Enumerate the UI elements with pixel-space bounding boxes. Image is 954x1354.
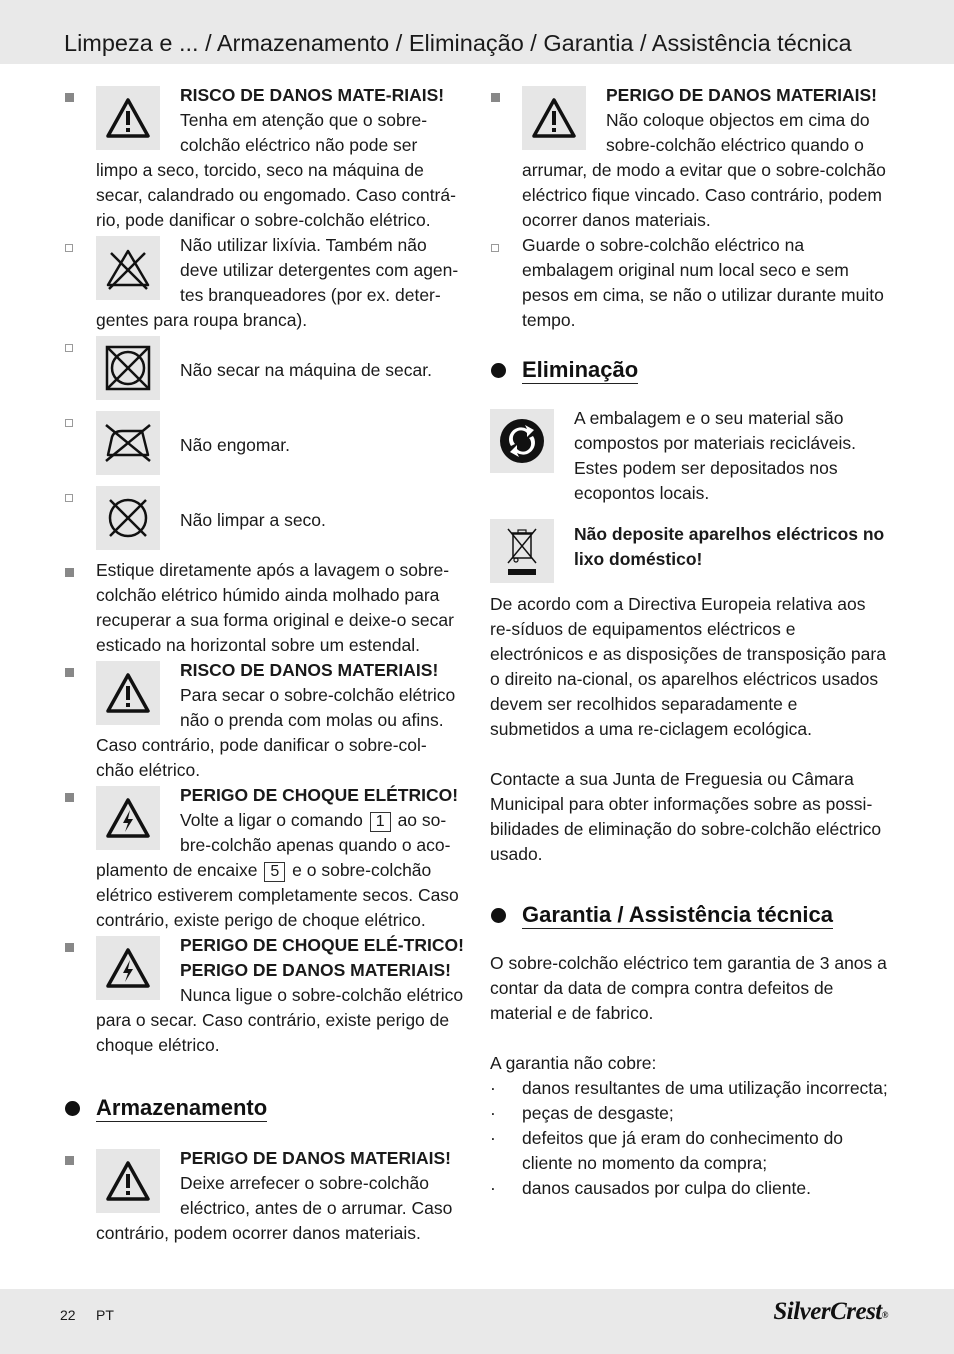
warning-icon: [96, 86, 160, 150]
warning-icon: [96, 1149, 160, 1213]
bullet: [491, 244, 499, 252]
left-column: [64, 83, 464, 1246]
item-text: Guarde o sobre-colchão eléctrico na embalagem original num local seco e sem pesos em cima, se não o utilizar durante muito tempo.: [522, 235, 884, 330]
electric-shock-icon: [96, 936, 160, 1000]
weee-warning: Não deposite aparelhos eléctricos no lixo doméstico!: [574, 524, 885, 569]
item-text: e o sobre-colchão elétrico estiverem completamente secos. Caso contrário, existe perigo de choque elétrico.: [96, 860, 459, 930]
item-text: Não engomar.: [180, 435, 290, 455]
list-item: [64, 658, 464, 783]
list-item: [64, 83, 464, 233]
section-title-warranty: Garantia / Assistência técnica: [490, 901, 890, 929]
warranty-paragraph: O sobre-colchão eléctrico tem garantia de 3 anos a contar da data de compra contra defeitos de material e de fabrico.: [490, 953, 887, 1023]
list-item: · defeitos que já eram do conhecimento do cliente no momento da compra;: [490, 1126, 890, 1176]
item-text: ao so-bre-colchão apenas quando o aco-plamento de encaixe: [96, 810, 451, 880]
no-bleach-icon: [96, 236, 160, 300]
no-tumble-dry-icon: [96, 336, 160, 400]
list-item: [64, 333, 464, 408]
bullet: [65, 793, 74, 802]
disposal-paragraph: Contacte a sua Junta de Freguesia ou Câmara Municipal para obter informações sobre as possi-bilidades de eliminação do sobre-colchão eléctrico usado.: [490, 769, 882, 864]
bullet: [65, 668, 74, 677]
list-item: [64, 408, 464, 483]
bullet: [65, 494, 73, 502]
section-title-disposal: Eliminação: [490, 356, 890, 384]
item-text: Não coloque objectos em cima do sobre-colchão eléctrico quando o arrumar, de modo a evitar que o sobre-colchão eléctrico fique vincado. Caso contrário, podem ocorrer danos materiais.: [522, 110, 886, 230]
warning-heading: PERIGO DE DANOS MATERIAIS!: [180, 1148, 451, 1168]
warning-heading: RISCO DE DANOS MATE-RIAIS!: [180, 85, 445, 105]
bullet: [65, 568, 74, 577]
item-text: Para secar o sobre-colchão elétrico não o prenda com molas ou afins. Caso contrário, pode danificar o sobre-col-chão elétrico.: [96, 685, 456, 780]
list-item: [490, 83, 890, 233]
warning-icon: [96, 661, 160, 725]
item-text: Nunca ligue o sobre-colchão elétrico para o secar. Caso contrário, existe perigo de choque elétrico.: [96, 985, 464, 1055]
page-header: [0, 0, 954, 64]
list-item: · danos causados por culpa do cliente.: [490, 1176, 890, 1201]
disposal-paragraph: De acordo com a Directiva Europeia relativa aos re-síduos de equipamentos eléctricos e electrónicos e as disposições de transposição para o direito na-cional, os aparelhos eléctricos usados devem ser recolhidos separadamente e submetidos a uma re-ciclagem ecológica.: [490, 594, 886, 739]
list-item: [64, 933, 464, 1058]
list-item: [64, 783, 464, 933]
item-text: Volte a ligar o comando: [180, 810, 363, 830]
item-text: Não utilizar lixívia. Também não deve utilizar detergentes com agen-tes branqueadores (por ex. deter-gentes para roupa branca).: [96, 235, 459, 330]
list-item: [64, 483, 464, 558]
list-item: [64, 233, 464, 333]
list-item: [490, 233, 890, 330]
weee-note: [490, 516, 890, 592]
part-number: 5: [264, 862, 285, 882]
section-bullet: [65, 1101, 80, 1116]
item-text: Deixe arrefecer o sobre-colchão eléctrico, antes de o arrumar. Caso contrário, podem ocorrer danos materiais.: [96, 1173, 453, 1243]
section-bullet: [491, 908, 506, 923]
language-code: PT: [96, 1307, 114, 1323]
bullet: [65, 244, 73, 252]
list-item: · peças de desgaste;: [490, 1101, 890, 1126]
packaging-note: [490, 406, 890, 516]
recycling-green-dot-icon: [490, 409, 554, 473]
no-dry-clean-icon: [96, 486, 160, 550]
warning-heading: PERIGO DE CHOQUE ELÉTRICO!: [180, 785, 459, 805]
list-item: · danos resultantes de uma utilização incorrecta;: [490, 1076, 890, 1101]
section-title-storage: Armazenamento: [64, 1094, 464, 1122]
item-text: Tenha em atenção que o sobre-colchão eléctrico não pode ser limpo a seco, torcido, seco na máquina de secar, calandrado ou engomado. Caso contrá-rio, pode danificar o sobre-colchão elétrico.: [96, 110, 456, 230]
bullet: [65, 419, 73, 427]
bullet: [491, 93, 500, 102]
part-number: 1: [370, 812, 391, 832]
bullet: [65, 1156, 74, 1165]
page-footer: [0, 1289, 954, 1354]
bullet: [65, 93, 74, 102]
right-column: [490, 83, 890, 1201]
warning-icon: [522, 86, 586, 150]
no-iron-icon: [96, 411, 160, 475]
page-number: 22: [60, 1307, 76, 1323]
list-item: [64, 558, 464, 658]
warranty-intro: A garantia não cobre:: [490, 1053, 657, 1073]
item-text: Não secar na máquina de secar.: [180, 360, 432, 380]
section-bullet: [491, 363, 506, 378]
list-item: [64, 1146, 464, 1246]
warning-heading: RISCO DE DANOS MATERIAIS!: [180, 660, 439, 680]
bullet: [65, 344, 73, 352]
electric-shock-icon: [96, 786, 160, 850]
item-text: Não limpar a seco.: [180, 510, 326, 530]
brand-logo: SilverCrest®: [773, 1298, 888, 1325]
item-text: A embalagem e o seu material são compostos por materiais recicláveis. Estes podem ser depositados nos ecopontos locais.: [574, 408, 857, 503]
warning-heading: PERIGO DE CHOQUE ELÉ-TRICO! PERIGO DE DANOS MATERIAIS!: [180, 935, 464, 980]
warranty-exclusions-list: [490, 1076, 890, 1201]
item-text: Estique diretamente após a lavagem o sobre-colchão elétrico húmido ainda molhado para recuperar a sua forma original e deixe-o secar esticado na horizontal sobre um estendal.: [96, 560, 454, 655]
bullet: [65, 943, 74, 952]
crossed-bin-icon: [490, 519, 554, 583]
page-title: Limpeza e ... / Armazenamento / Eliminação / Garantia / Assistência técnica: [64, 30, 852, 56]
warning-heading: PERIGO DE DANOS MATERIAIS!: [606, 85, 877, 105]
